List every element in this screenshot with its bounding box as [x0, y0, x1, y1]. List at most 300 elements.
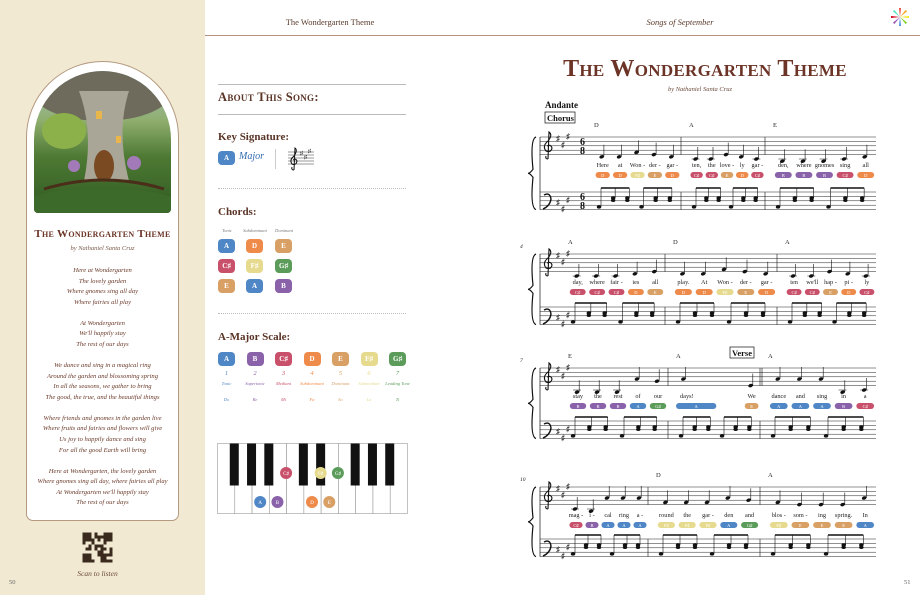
note-color-pill-label: E	[653, 172, 657, 178]
lyric-syllable: ten	[790, 279, 798, 286]
bass-note-head	[587, 428, 591, 431]
scale-pill: G♯	[389, 352, 406, 366]
chord-pill: C♯	[218, 259, 235, 273]
lyric-syllable: dance	[771, 393, 787, 400]
svg-text:♯: ♯	[300, 151, 303, 157]
key-signature-heading: Key Signature:	[218, 131, 289, 143]
solfege: La	[366, 397, 372, 402]
lyric-syllable: blos -	[771, 512, 786, 519]
sharp-icon: ♯	[556, 251, 560, 260]
note-color-pill-label: G♯	[655, 403, 661, 409]
lyric-line: In all the seasons, we gather to bring	[53, 383, 152, 391]
sharp-icon: ♯	[556, 197, 560, 207]
bass-note-head	[650, 314, 654, 317]
bass-note-head	[571, 552, 575, 555]
lyric-syllable: rest	[613, 393, 623, 400]
bass-note-head	[597, 546, 601, 549]
note-color-pill-label: B	[822, 172, 827, 178]
note-color-pill-label: C♯	[864, 289, 870, 295]
scale-degree: 4	[310, 370, 314, 377]
note-color-pill-label: B	[616, 403, 620, 409]
note-color-pill-label: D	[601, 172, 605, 178]
note-color-pill-label: D	[847, 289, 851, 295]
lyric-syllable: der -	[739, 279, 752, 286]
scale-pill: F♯	[361, 352, 378, 366]
lyric-syllable: days!	[680, 393, 694, 400]
header-right-title: Songs of September	[646, 17, 714, 27]
lyric-line: We dance and sing in a magical ring	[54, 362, 151, 369]
chord-label: Tonic	[222, 228, 232, 233]
lyric-syllable: mag -	[568, 512, 584, 519]
chord-label: Subdominant	[243, 228, 267, 233]
scale-degree: 7	[395, 370, 400, 377]
lyric-line: The rest of our days	[76, 341, 129, 348]
sharp-icon: ♯	[556, 365, 560, 374]
bass-note-head	[771, 552, 775, 555]
lyric-line: At Wondergarten	[80, 319, 125, 327]
sharp-icon: ♯	[566, 131, 570, 141]
scale-degree-name: Dominant	[331, 381, 350, 386]
treble-clef-icon	[544, 132, 552, 159]
note-color-pill-label: G♯	[746, 522, 753, 528]
measure-number: 7	[520, 358, 523, 364]
note-color-pill-label: B	[596, 403, 600, 409]
lyric-syllable: all	[652, 279, 659, 286]
chord-pill: B	[275, 279, 292, 293]
scale-degree: 5	[338, 370, 343, 377]
sharp-icon: ♯	[561, 490, 565, 500]
note-color-pill-label: C♯	[754, 172, 761, 178]
bass-note-head	[706, 428, 710, 431]
bass-note-head	[841, 428, 845, 431]
note-color-pill-label: C♯	[809, 289, 815, 295]
note-color-pill-label: A	[606, 522, 610, 528]
bass-note-head	[571, 320, 575, 323]
lyric-syllable: ly	[864, 279, 870, 286]
time-signature-top: 6	[580, 137, 585, 148]
note-color-pill-label: F♯	[776, 522, 782, 528]
chord-pill: D	[246, 239, 263, 253]
lyric-line: The rest of our days	[76, 499, 129, 507]
time-signature-bottom: 8	[580, 201, 585, 212]
bass-note-head	[704, 199, 708, 202]
key-marker-label: F♯	[317, 472, 324, 477]
lyric-syllable: der -	[649, 162, 661, 169]
scale-degree: 1	[224, 370, 229, 377]
note-color-pill-label: E	[725, 172, 729, 178]
lyric-syllable: play.	[677, 279, 690, 286]
note-color-pill-label: C♯	[791, 289, 797, 295]
lyric-syllable: and	[795, 393, 805, 400]
note-color-pill-label: F♯	[664, 522, 669, 528]
bass-note-head	[793, 199, 797, 202]
time-signature-top: 6	[580, 192, 585, 203]
chord-symbol: D	[594, 122, 599, 129]
lyric-syllable: som -	[793, 512, 808, 519]
bass-note-head	[602, 314, 606, 317]
bass-note-head	[788, 320, 792, 323]
note-color-pill-label: B	[576, 403, 580, 409]
lyric-syllable: where	[589, 279, 605, 286]
key-note-pill: A	[218, 151, 235, 165]
sharp-icon: ♯	[566, 424, 570, 434]
lyric-syllable: We	[747, 393, 756, 400]
note-color-pill-label: F♯	[635, 172, 640, 178]
bass-note-head	[744, 314, 748, 317]
lyric-line: Where fairies all play	[73, 298, 132, 306]
sharp-icon: ♯	[566, 248, 570, 258]
note-color-pill-label: A	[820, 403, 824, 409]
lyric-syllable: gar -	[702, 512, 714, 519]
bass-note-head	[806, 428, 810, 431]
chord-label: Dominant	[275, 228, 293, 233]
lyric-syllable: of	[635, 393, 641, 400]
note-color-pill-label: E	[799, 522, 802, 528]
lyric-syllable: i -	[589, 512, 595, 519]
header-left-title: The Wondergarten Theme	[285, 17, 375, 27]
lyric-line: Here at Wondergarten	[73, 267, 132, 274]
note-color-pill-label: B	[842, 403, 846, 409]
lyric-syllable: in	[841, 393, 847, 400]
bass-note-head	[587, 314, 591, 317]
bass-note-head	[611, 199, 615, 202]
bass-note-head	[618, 320, 622, 323]
brace	[528, 487, 536, 557]
bass-note-head	[741, 199, 745, 202]
lyric-syllable: ten,	[691, 162, 702, 169]
scale-pill: A	[218, 352, 235, 366]
bass-note-head	[679, 434, 683, 437]
bass-note-head	[771, 434, 775, 437]
lyric-syllable: Here	[596, 162, 609, 169]
note-color-pill-label: F♯	[722, 289, 728, 295]
note-color-pill-label: E	[750, 403, 753, 409]
bass-note-head	[841, 546, 845, 549]
bass-note-head	[744, 546, 748, 549]
solfege: Re	[252, 397, 258, 402]
lyric-syllable: Won -	[629, 162, 646, 169]
sharp-icon: ♯	[556, 426, 560, 436]
chord-symbol: D	[656, 472, 661, 479]
lyric-syllable: den,	[777, 162, 789, 169]
lyric-syllable: cal	[604, 512, 612, 519]
chord-symbol: A	[676, 353, 681, 360]
lyric-line: Us joy to happily dance and sing	[59, 436, 146, 443]
lyric-syllable: round	[659, 512, 674, 519]
bass-note-head	[636, 546, 640, 549]
scale-pill: B	[247, 352, 264, 366]
chord-symbol: A	[768, 472, 773, 479]
bass-note-head	[692, 205, 696, 208]
scale-degree-name: Tonic	[221, 381, 232, 386]
bass-note-head	[809, 199, 813, 202]
bass-note-head	[625, 199, 629, 202]
lyric-line: Here at Wondergarten, the lovely garden	[48, 467, 157, 475]
sharp-icon: ♯	[561, 319, 565, 329]
lyric-line: The lovely garden	[78, 277, 127, 285]
bass-note-head	[847, 314, 851, 317]
score-byline: by Nathaniel Santa Cruz	[667, 86, 733, 93]
sharp-icon: ♯	[566, 542, 570, 552]
note-color-pill-label: D	[634, 289, 638, 295]
note-color-pill-label: D	[702, 289, 706, 295]
lyric-syllable: all	[862, 162, 869, 169]
note-color-pill-label: A	[694, 403, 698, 409]
lyric-syllable: sing	[839, 162, 851, 169]
chord-symbol: E	[773, 122, 777, 129]
bass-note-head	[862, 314, 866, 317]
bass-note-head	[843, 199, 847, 202]
note-color-pill-label: D	[864, 172, 868, 178]
lyric-syllable: fair -	[610, 279, 623, 286]
chord-pill: E	[275, 239, 292, 253]
lyric-syllable: ly	[739, 162, 745, 169]
note-color-pill-label: B	[590, 522, 594, 528]
lyric-syllable: our	[653, 393, 663, 400]
note-color-pill-label: E	[653, 289, 657, 295]
bass-note-head	[710, 552, 714, 555]
key-mode: Major	[239, 151, 264, 162]
scale-degree: 3	[281, 370, 286, 377]
note-color-pill-label: B	[781, 172, 785, 178]
sharp-icon: ♯	[566, 481, 570, 491]
note-color-pill-label: A	[636, 403, 640, 409]
bass-note-head	[824, 434, 828, 437]
lyric-line: Where friends and gnomes in the garden live	[43, 414, 162, 422]
lyric-syllable: sing	[816, 393, 828, 400]
lyric-line: At Wondergarten we'll happily stay	[56, 488, 149, 496]
lyric-syllable: day,	[572, 279, 583, 286]
chords-heading: Chords:	[218, 206, 257, 218]
page-number-left: 50	[9, 579, 16, 586]
bass-note-head	[788, 428, 792, 431]
lyric-syllable: In	[862, 512, 868, 519]
key-marker-label: C♯	[283, 472, 290, 477]
note-color-pill-label: A	[622, 522, 626, 528]
section-label: Verse	[732, 348, 752, 358]
tempo-marking: Andante	[545, 100, 579, 110]
lyric-line: Where gnomes sing all day	[66, 288, 139, 296]
sharp-icon: ♯	[556, 544, 560, 554]
svg-text:♯: ♯	[308, 149, 311, 155]
lyric-syllable: gar -	[666, 162, 679, 169]
solfege: So	[338, 397, 343, 402]
bass-note-head	[720, 434, 724, 437]
bass-note-head	[603, 428, 607, 431]
note-color-pill-label: C♯	[613, 289, 620, 295]
score-title: The Wondergarten Theme	[563, 56, 847, 82]
bass-note-head	[860, 199, 864, 202]
bass-note-head	[727, 546, 731, 549]
scale-pill: E	[332, 352, 349, 366]
scale-degree-name: Submediant	[358, 381, 380, 386]
chord-symbol: A	[785, 239, 790, 246]
chord-pill: G♯	[275, 259, 292, 273]
section-label: Chorus	[547, 113, 574, 123]
chord-pill: F♯	[246, 259, 263, 273]
lyric-syllable: hap -	[824, 279, 837, 286]
lyric-syllable: At	[701, 279, 708, 286]
lyric-syllable: ing	[817, 512, 827, 519]
bass-note-head	[803, 314, 807, 317]
bass-note-head	[832, 320, 836, 323]
note-color-pill-label: C♯	[573, 522, 579, 528]
bass-note-head	[776, 205, 780, 208]
lyric-line: Where gnomes sing all day, where fairies all play	[37, 478, 168, 486]
solfege: Fa	[309, 397, 315, 402]
measure-number: 4	[520, 244, 523, 250]
bass-note-head	[676, 320, 680, 323]
note-color-pill-label: F♯	[705, 522, 711, 528]
sharp-icon: ♯	[561, 433, 565, 443]
page-number-right: 51	[904, 579, 911, 586]
note-color-pill-label: C♯	[575, 289, 581, 295]
bass-note-head	[747, 428, 751, 431]
lyric-syllable: and	[745, 512, 755, 519]
bass-note-head	[729, 205, 733, 208]
sharp-icon: ♯	[561, 371, 565, 381]
note-color-pill-label: A	[727, 522, 731, 528]
bass-note-head	[668, 199, 672, 202]
lyric-syllable: we'll	[806, 279, 819, 286]
note-color-pill-label: A	[777, 403, 781, 409]
lyric-syllable: den	[724, 512, 734, 519]
lyric-line: We'll happily stay	[79, 330, 126, 338]
lyric-syllable: the	[683, 512, 692, 519]
bass-note-head	[733, 428, 737, 431]
bass-note-head	[824, 552, 828, 555]
key-marker-label: G♯	[334, 472, 341, 477]
bass-note-head	[623, 546, 627, 549]
scale-degree-name: Supertonic	[245, 381, 265, 386]
sharp-icon: ♯	[561, 551, 565, 561]
sharp-icon: ♯	[556, 312, 560, 322]
bass-note-head	[620, 434, 624, 437]
bass-note-head	[693, 314, 697, 317]
chord-pill: A	[218, 239, 235, 253]
lyric-syllable: a	[863, 393, 867, 400]
scale-degree-name: Leading Tone	[385, 381, 410, 386]
bass-note-head	[753, 199, 757, 202]
key-marker-label: D	[310, 501, 314, 506]
treble-clef-icon	[544, 482, 552, 509]
bass-note-head	[727, 320, 731, 323]
key-marker-label: A	[258, 501, 262, 506]
chord-pill: A	[246, 279, 263, 293]
sharp-icon: ♯	[566, 310, 570, 320]
scale-degree: 6	[367, 370, 371, 377]
qr-caption: Scan to listen	[77, 569, 118, 578]
bass-note-head	[817, 314, 821, 317]
svg-text:♯: ♯	[304, 155, 307, 161]
chord-pill: E	[218, 279, 235, 293]
note-color-pill-label: D	[740, 172, 744, 178]
note-color-pill-label: D	[681, 289, 686, 295]
bass-note-head	[693, 546, 697, 549]
chord-symbol: A	[689, 122, 694, 129]
lyric-syllable: stay	[572, 393, 584, 400]
sharp-icon: ♯	[561, 140, 565, 150]
lyric-line: Around the garden and blossoming spring	[46, 372, 159, 380]
bass-note-head	[806, 546, 810, 549]
lyric-syllable: gar -	[760, 279, 773, 286]
solfege: Mi	[281, 397, 286, 402]
scale-pill: C♯	[275, 352, 292, 366]
note-color-pill-label: C♯	[693, 172, 700, 178]
note-color-pill-label: E	[842, 522, 845, 528]
note-color-pill-label: A	[798, 403, 803, 409]
note-color-pill-label: F♯	[684, 522, 690, 528]
key-marker-label: E	[327, 501, 331, 506]
note-color-pill-label: C♯	[862, 403, 868, 409]
treble-clef-icon	[544, 249, 552, 276]
lyric-syllable: where	[796, 162, 812, 169]
lyric-syllable: gar -	[751, 162, 764, 169]
brace	[528, 137, 536, 210]
note-color-pill-label: D	[618, 172, 622, 178]
scale-heading: A-Major Scale:	[218, 331, 291, 343]
chord-symbol: A	[768, 353, 773, 360]
bass-note-head	[636, 428, 640, 431]
bass-note-head	[788, 546, 792, 549]
note-color-pill-label: C♯	[594, 289, 600, 295]
note-color-pill-label: D	[764, 289, 769, 295]
bass-note-head	[761, 314, 765, 317]
note-color-pill-label: C♯	[842, 172, 848, 178]
bass-note-head	[710, 314, 714, 317]
lyric-line: The good, the true, and the beautiful things	[45, 393, 160, 401]
bass-note-head	[676, 546, 680, 549]
bass-note-head	[826, 205, 830, 208]
bass-note-head	[634, 314, 638, 317]
sharp-icon: ♯	[561, 257, 565, 267]
lyric-syllable: the	[594, 393, 602, 400]
scale-degree-name: Subdominant	[300, 381, 324, 386]
brace	[528, 254, 536, 325]
lyric-syllable: Won -	[717, 279, 733, 286]
lyric-syllable: ies	[632, 279, 640, 286]
bass-note-head	[653, 199, 657, 202]
lyric-syllable: spring.	[834, 512, 853, 519]
sharp-icon: ♯	[556, 134, 560, 143]
sharp-icon: ♯	[561, 204, 565, 214]
note-color-pill-label: E	[744, 289, 748, 295]
lyric-line: Where fruits and fairies and flowers will give	[42, 425, 163, 433]
lyric-syllable: pi -	[844, 279, 853, 286]
note-color-pill-label: E	[820, 522, 824, 528]
bass-note-head	[859, 546, 863, 549]
sharp-icon: ♯	[566, 362, 570, 372]
bass-note-head	[859, 428, 863, 431]
measure-number: 10	[520, 477, 526, 483]
scale-pill: D	[304, 352, 321, 366]
bass-note-head	[652, 428, 656, 431]
sharp-icon: ♯	[566, 195, 570, 205]
chord-symbol: D	[673, 239, 678, 246]
bass-note-head	[659, 552, 663, 555]
solfege: Ti	[395, 397, 400, 402]
time-signature-bottom: 8	[580, 146, 585, 157]
sharp-icon: ♯	[556, 484, 560, 493]
chord-symbol: E	[568, 353, 572, 360]
note-color-pill-label: B	[802, 172, 806, 178]
lyric-syllable: a -	[636, 512, 644, 519]
lyric-line: For all the good Earth will bring	[58, 446, 147, 454]
lyric-syllable: at	[617, 162, 623, 169]
bass-note-head	[692, 428, 696, 431]
scale-degree-name: Mediant	[276, 381, 291, 386]
note-color-pill-label: C♯	[709, 172, 715, 178]
